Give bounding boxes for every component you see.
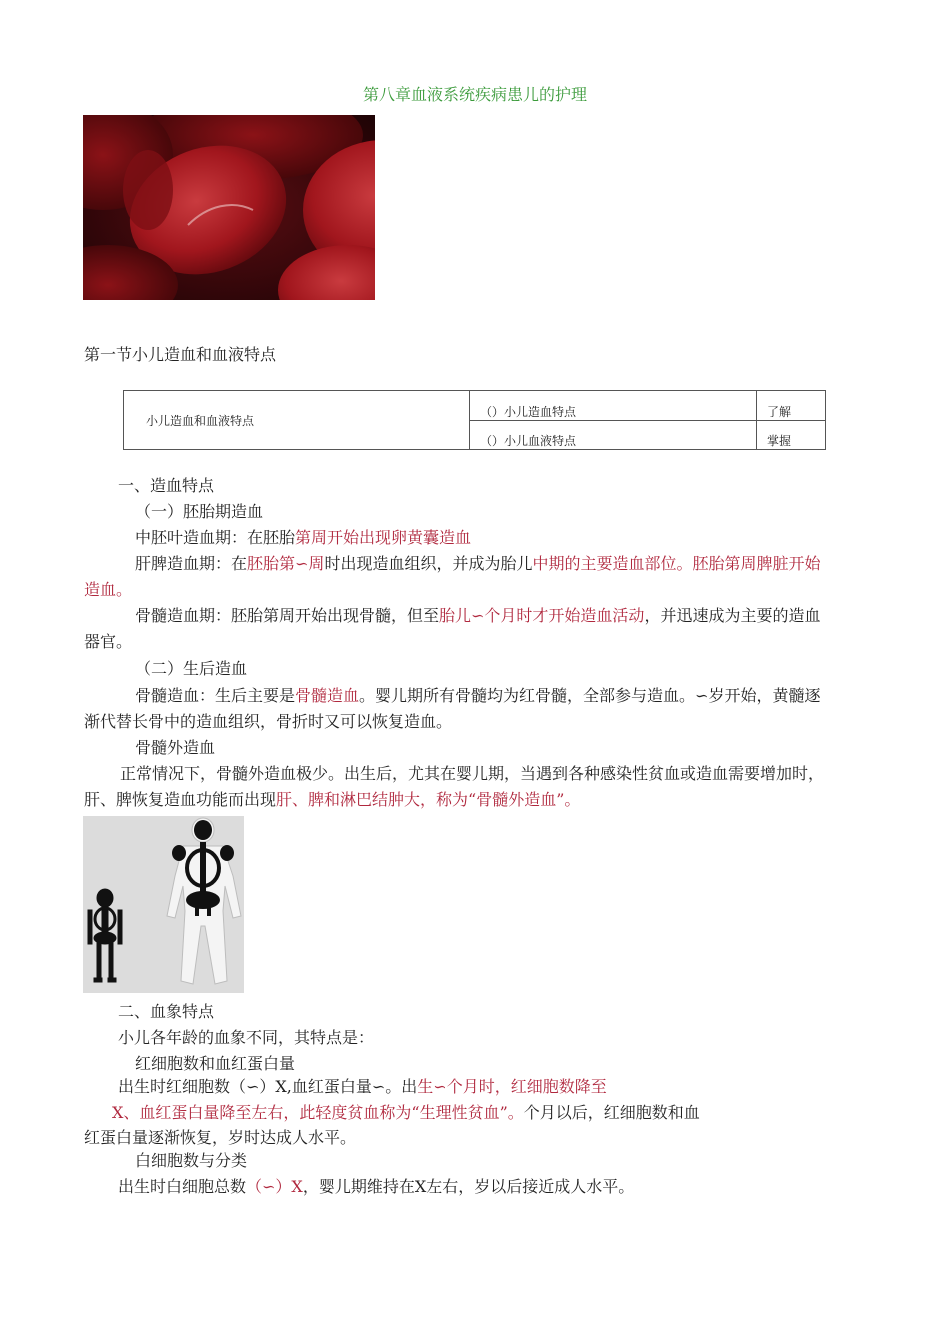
chapter-title: 第八章血液系统疾病患儿的护理 bbox=[362, 85, 587, 104]
text-span: 肝脾造血期：在 bbox=[135, 554, 248, 573]
skeleton-marrow-image bbox=[83, 816, 244, 993]
highlight-span: 胚胎第∽周 bbox=[247, 554, 325, 573]
table-level-cell: 掌握 bbox=[757, 420, 826, 450]
paragraph-mesoblastic bbox=[135, 525, 471, 551]
paragraph-extramedullary: 正常情况下，骨髓外造血极少。出生后，尤其在婴儿期，当遇到各种感染性贫血或造血需要增加时， bbox=[120, 764, 825, 783]
heading-hematopoiesis: 一、造血特点 bbox=[118, 476, 215, 495]
text-span: 时出现造血组织，并成为胎儿 bbox=[324, 554, 533, 573]
paragraph-blood-intro: 小儿各年龄的血象不同，其特点是： bbox=[118, 1028, 375, 1047]
text-span: 个月以后，红细胞数和血 bbox=[523, 1103, 700, 1122]
highlight-span: 中期的主要造血部位。胚胎第周脾脏开始 bbox=[532, 554, 821, 573]
paragraph-extramedullary-cont bbox=[84, 787, 580, 813]
paragraph-hepatic bbox=[135, 551, 820, 577]
highlight-span: （∽）X bbox=[246, 1177, 303, 1196]
paragraph-postnatal bbox=[135, 683, 820, 709]
highlight-span: 第周开始出现卵黄囊造血 bbox=[295, 528, 472, 547]
subheading-embryonic: （一）胚胎期造血 bbox=[135, 502, 264, 521]
paragraph-marrow bbox=[135, 603, 820, 629]
section-heading: 第一节小儿造血和血液特点 bbox=[84, 345, 277, 364]
table-row bbox=[124, 391, 826, 421]
text-span: 出生时红细胞数（∽）X,血红蛋白量∽。出 bbox=[118, 1077, 418, 1096]
text-span: 中胚叶造血期：在胚胎 bbox=[135, 528, 296, 547]
heading-blood-picture: 二、血象特点 bbox=[118, 1002, 215, 1021]
highlight-span: 肝、脾和淋巴结肿大，称为“骨髓外造血”。 bbox=[276, 790, 581, 809]
subheading-postnatal: （二）生后造血 bbox=[135, 659, 248, 678]
objectives-table bbox=[123, 390, 826, 450]
table-topic-cell: 小儿造血和血液特点 bbox=[124, 391, 470, 450]
paragraph-wbc bbox=[118, 1174, 634, 1200]
table-level-cell: 了解 bbox=[757, 391, 826, 421]
paragraph-rbc-end: 红蛋白量逐渐恢复，岁时达成人水平。 bbox=[84, 1128, 357, 1147]
highlight-span: 骨髓造血 bbox=[295, 686, 360, 705]
paragraph-hepatic-cont: 造血。 bbox=[84, 580, 133, 599]
text-span: 骨髓造血期：胚胎第周开始出现骨髓，但至 bbox=[135, 606, 440, 625]
text-span: ，婴儿期维持在X左右，岁以后接近成人水平。 bbox=[302, 1177, 635, 1196]
highlight-span: 生∽个月时，红细胞数降至 bbox=[417, 1077, 607, 1096]
subheading-extramedullary: 骨髓外造血 bbox=[135, 738, 216, 757]
paragraph-marrow-cont: 器官。 bbox=[84, 632, 133, 651]
text-span: ，并迅速成为主要的造血 bbox=[644, 606, 821, 625]
table-item-cell: （）小儿血液特点 bbox=[470, 420, 757, 450]
text-span: 骨髓造血：生后主要是 bbox=[135, 686, 296, 705]
text-span: 肝、脾恢复造血功能而出现 bbox=[84, 790, 277, 809]
red-blood-cells-image bbox=[83, 115, 375, 300]
paragraph-postnatal-cont: 渐代替长骨中的造血组织，骨折时又可以恢复造血。 bbox=[84, 712, 453, 731]
text-span: 出生时白细胞总数 bbox=[118, 1177, 247, 1196]
text-span: 。婴儿期所有骨髓均为红骨髓，全部参与造血。∽岁开始，黄髓逐 bbox=[359, 686, 821, 705]
highlight-span: 胎儿∽个月时才开始造血活动 bbox=[439, 606, 645, 625]
highlight-span: X、血红蛋白量降至左右，此轻度贫血称为“生理性贫血”。 bbox=[112, 1103, 524, 1122]
subheading-rbc: 红细胞数和血红蛋白量 bbox=[135, 1054, 296, 1073]
paragraph-rbc-cont bbox=[112, 1100, 700, 1126]
paragraph-rbc bbox=[118, 1074, 607, 1100]
subheading-wbc: 白细胞数与分类 bbox=[135, 1151, 248, 1170]
table-item-cell: （）小儿造血特点 bbox=[470, 391, 757, 421]
